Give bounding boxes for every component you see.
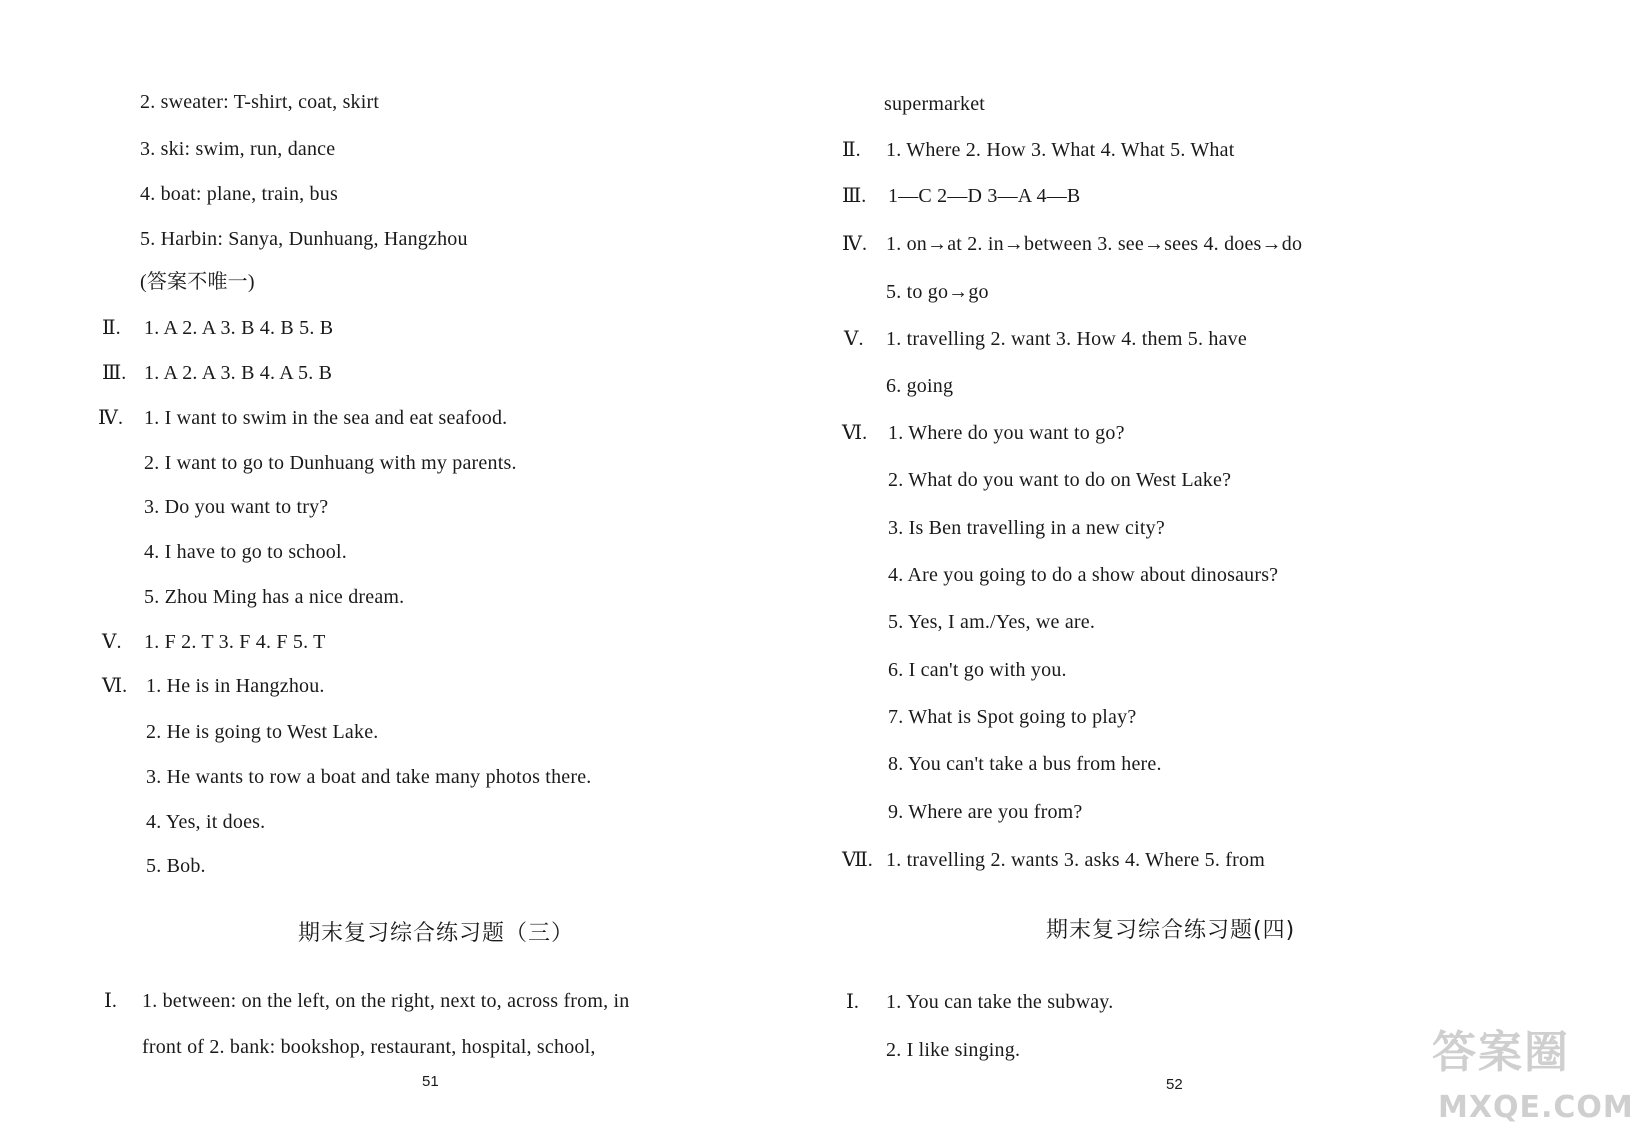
answer-line: front of 2. bank: bookshop, restaurant, hospital, school, <box>142 1036 596 1058</box>
page-number: 52 <box>1166 1076 1183 1093</box>
answer-line: 2. I like singing. <box>886 1039 1021 1061</box>
answer-line: 2. He is going to West Lake. <box>146 721 379 743</box>
section-numeral: Ⅲ. <box>842 185 867 207</box>
watermark-text: 答案圈 <box>1432 1027 1570 1078</box>
answer-line: 6. going <box>886 375 954 397</box>
section-numeral: Ⅳ. <box>98 407 123 429</box>
answer-line: 2. What do you want to do on West Lake? <box>888 469 1232 491</box>
watermark-url: MXQE.COM <box>1438 1090 1634 1125</box>
left-page <box>0 0 800 1137</box>
answer-line: supermarket <box>884 93 986 115</box>
answer-line: 1—C 2—D 3—A 4—B <box>888 185 1081 207</box>
answer-line: 5. Yes, I am./Yes, we are. <box>888 611 1096 633</box>
section-numeral: Ⅰ. <box>846 991 859 1013</box>
page-number: 51 <box>422 1073 439 1090</box>
answer-line: 4. boat: plane, train, bus <box>140 183 338 205</box>
answer-line: 8. You can't take a bus from here. <box>888 753 1162 775</box>
answer-line: 1. travelling 2. wants 3. asks 4. Where 5. from <box>886 849 1265 871</box>
answer-line: 4. I have to go to school. <box>144 541 347 563</box>
answer-line: 1. You can take the subway. <box>886 991 1114 1013</box>
answer-note: (答案不唯一) <box>140 271 255 293</box>
answer-line: 1. I want to swim in the sea and eat seafood. <box>144 407 508 429</box>
section-numeral: Ⅶ. <box>842 849 873 871</box>
answer-line: 1. between: on the left, on the right, next to, across from, in <box>142 990 630 1012</box>
answer-line: 7. What is Spot going to play? <box>888 706 1137 728</box>
answer-line: 2. sweater: T-shirt, coat, skirt <box>140 91 380 113</box>
answer-line: 3. He wants to row a boat and take many photos there. <box>146 766 592 788</box>
section-numeral: Ⅵ. <box>842 422 868 444</box>
answer-line: 1. Where do you want to go? <box>888 422 1125 444</box>
section-title: 期末复习综合练习题（三） <box>298 921 575 946</box>
section-numeral: Ⅲ. <box>102 362 127 384</box>
answer-line: 1. Where 2. How 3. What 4. What 5. What <box>886 139 1235 161</box>
section-numeral: Ⅴ. <box>844 328 864 350</box>
section-numeral: Ⅱ. <box>842 139 861 161</box>
section-title: 期末复习综合练习题(四) <box>1046 918 1296 943</box>
answer-line: 6. I can't go with you. <box>888 659 1067 681</box>
section-numeral: Ⅳ. <box>842 233 867 255</box>
answer-line: 5. Harbin: Sanya, Dunhuang, Hangzhou <box>140 228 468 250</box>
answer-line: 4. Are you going to do a show about dinosaurs? <box>888 564 1279 586</box>
section-numeral: Ⅱ. <box>102 317 121 339</box>
answer-line: 4. Yes, it does. <box>146 811 266 833</box>
answer-line: 3. Is Ben travelling in a new city? <box>888 517 1165 539</box>
section-numeral: Ⅵ. <box>102 675 128 697</box>
answer-line: 5. Zhou Ming has a nice dream. <box>144 586 405 608</box>
answer-line: 1. travelling 2. want 3. How 4. them 5. have <box>886 328 1247 350</box>
right-page <box>800 0 1600 1137</box>
answer-line: 2. I want to go to Dunhuang with my parents. <box>144 452 517 474</box>
answer-line: 3. ski: swim, run, dance <box>140 138 336 160</box>
answer-line: 1. He is in Hangzhou. <box>146 675 325 697</box>
watermark-logo <box>1428 1025 1634 1135</box>
section-numeral: Ⅰ. <box>104 990 117 1012</box>
answer-line: 5. to go→go <box>886 281 989 303</box>
answer-line: 1. A 2. A 3. B 4. A 5. B <box>144 362 333 384</box>
section-numeral: Ⅴ. <box>102 631 122 653</box>
answer-line: 5. Bob. <box>146 855 206 877</box>
answer-line: 9. Where are you from? <box>888 801 1083 823</box>
answer-line: 1. A 2. A 3. B 4. B 5. B <box>144 317 334 339</box>
answer-line: 1. on→at 2. in→between 3. see→sees 4. does→do <box>886 233 1303 255</box>
answer-line: 3. Do you want to try? <box>144 496 329 518</box>
answer-line: 1. F 2. T 3. F 4. F 5. T <box>144 631 326 653</box>
